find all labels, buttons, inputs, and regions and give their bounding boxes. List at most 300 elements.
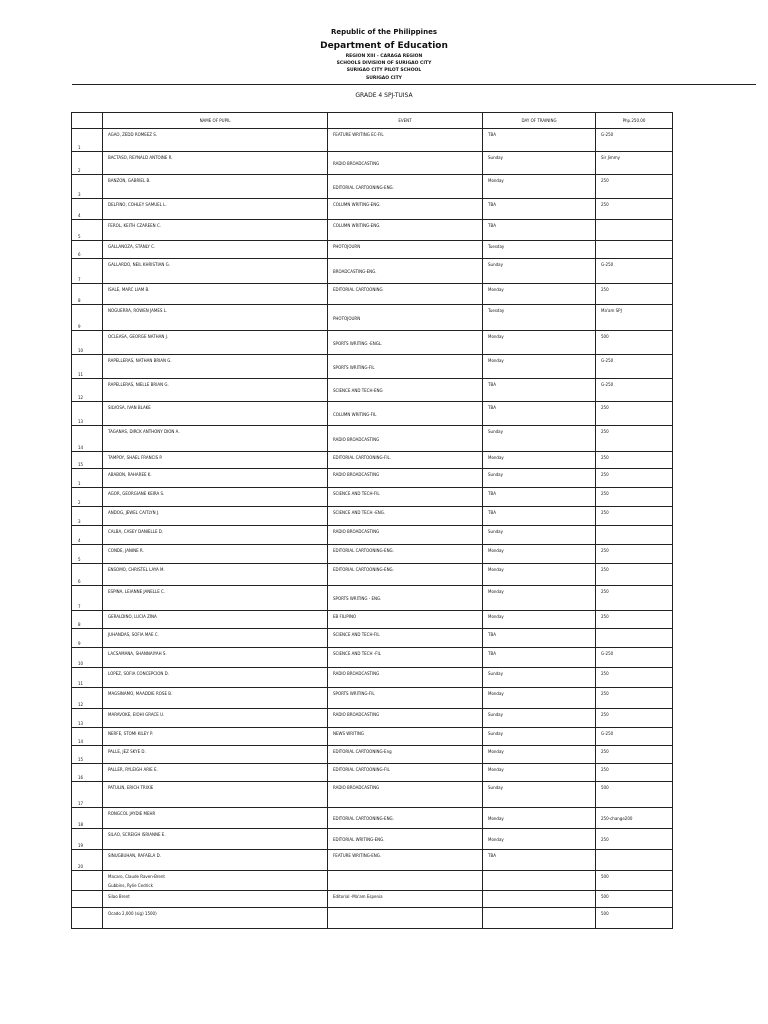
- pupil-name-cell: [103, 284, 328, 305]
- pupil-name-cell: [103, 355, 328, 379]
- pupil-name: CALBA, CASEY DANIELLE D.: [108, 529, 164, 534]
- pay-cell: [596, 507, 673, 526]
- event-name: COLUMN WRITING-ENG.: [333, 202, 381, 207]
- row-number-cell: [72, 564, 103, 586]
- row-number: 10: [78, 348, 84, 353]
- pupil-name: GALLANOZA, STANLY C.: [108, 244, 156, 249]
- pay-cell: [596, 648, 673, 668]
- pay-value: 250: [601, 712, 609, 717]
- day-cell: [483, 152, 596, 175]
- row-number-cell: [72, 782, 103, 808]
- event-name: RADIO BROADCASTING: [333, 436, 380, 442]
- day-cell: [483, 891, 596, 908]
- row-number: 5: [78, 234, 81, 239]
- table-row: [72, 355, 673, 379]
- extra-name: Macaro, Claude Raven-Brent: [108, 874, 165, 879]
- day-cell: [483, 175, 596, 199]
- row-number: 3: [78, 519, 81, 524]
- pupil-name-cell: [103, 426, 328, 452]
- event-name: EDITORIAL CARTOONING-FIL.: [333, 455, 392, 460]
- table-row: [72, 488, 673, 507]
- row-number: 16: [78, 775, 84, 780]
- event-cell: [328, 629, 483, 648]
- row-number: 15: [78, 757, 84, 762]
- event-cell: [328, 175, 483, 199]
- table-row: [72, 764, 673, 782]
- pupil-name: RAPELLERAS, NIELLE BRIAN G.: [108, 382, 169, 387]
- row-number-cell: [72, 220, 103, 241]
- event-name: EDITORIAL CARTOONING-FIL: [333, 767, 390, 772]
- table-row: [72, 545, 673, 564]
- extra-name-cell: [103, 871, 328, 891]
- table-row-extra: [72, 908, 673, 929]
- row-number: 2: [78, 168, 81, 173]
- event-cell: [328, 241, 483, 259]
- pay-value: 250: [601, 429, 609, 434]
- pupil-name-cell: [103, 564, 328, 586]
- table-row: [72, 782, 673, 808]
- department-heading: Department of Education: [320, 41, 448, 51]
- pay-cell: [596, 764, 673, 782]
- event-cell: [328, 469, 483, 488]
- event-cell: [328, 129, 483, 152]
- training-day: TBA: [488, 510, 496, 515]
- pay-value: G-250: [601, 382, 614, 387]
- extra-name: Silao Brent: [108, 894, 130, 899]
- day-cell: [483, 764, 596, 782]
- pupil-name: JUHANDAS, SOFIA MAE C.: [108, 632, 159, 637]
- event-cell: [328, 507, 483, 526]
- event-name: COLUMN WRITING-ENG.: [333, 223, 381, 228]
- table-row: [72, 426, 673, 452]
- table-row: [72, 564, 673, 586]
- row-number-cell: [72, 152, 103, 175]
- row-number: 18: [78, 822, 84, 827]
- pupil-name: MARAVOKE, EIOHI GRACE U.: [108, 712, 165, 717]
- row-number-cell: [72, 259, 103, 284]
- event-cell: [328, 586, 483, 611]
- row-number-cell: [72, 688, 103, 709]
- pay-cell: [596, 331, 673, 355]
- pay-cell: [596, 728, 673, 746]
- day-cell: [483, 586, 596, 611]
- event-cell: [328, 331, 483, 355]
- training-day: Monday: [488, 837, 504, 842]
- training-day: Monday: [488, 455, 504, 460]
- day-cell: [483, 850, 596, 871]
- row-number-cell: [72, 355, 103, 379]
- training-day: Sunday: [488, 529, 503, 534]
- header-event: EVENT: [328, 113, 483, 129]
- training-day: Sunday: [488, 429, 503, 434]
- event-name: RADIO BROADCASTING: [333, 529, 380, 534]
- day-cell: [483, 129, 596, 152]
- table-row: [72, 808, 673, 829]
- row-number-cell: [72, 379, 103, 402]
- table-header-row: [72, 113, 673, 129]
- office-lines: [0, 53, 768, 82]
- pay-cell: [596, 611, 673, 629]
- pay-cell: [596, 175, 673, 199]
- day-cell: [483, 829, 596, 850]
- pay-value: 250: [601, 287, 609, 292]
- day-cell: [483, 241, 596, 259]
- pay-value: 250: [601, 472, 609, 477]
- pay-cell: [596, 402, 673, 426]
- day-cell: [483, 426, 596, 452]
- table-row: [72, 526, 673, 545]
- city-line: SURIGAO CITY: [366, 75, 402, 81]
- pupil-name-cell: [103, 507, 328, 526]
- training-day: Tuesday: [488, 244, 505, 249]
- training-day: Sunday: [488, 671, 503, 676]
- pay-cell: [596, 488, 673, 507]
- row-number: 7: [78, 604, 81, 609]
- event-cell: [328, 152, 483, 175]
- day-cell: [483, 355, 596, 379]
- pay-value: G-250: [601, 358, 614, 363]
- day-cell: [483, 709, 596, 728]
- pupil-name-cell: [103, 526, 328, 545]
- pupil-name-cell: [103, 175, 328, 199]
- event-name: SPORTS WRITING - ENG.: [333, 596, 382, 601]
- pay-value: 250: [601, 567, 609, 572]
- pay-cell: [596, 871, 673, 891]
- event-cell: [328, 355, 483, 379]
- table-row: [72, 611, 673, 629]
- pay-value: 250: [601, 749, 609, 754]
- training-day: Sunday: [488, 262, 503, 267]
- pupil-name: LOPEZ, SOFIA CONCEPCION D.: [108, 671, 170, 676]
- grade-title: GRADE 4 SPJ-TUISA: [355, 92, 413, 99]
- pay-cell: [596, 782, 673, 808]
- pupil-name: AGOR, GEORGIANE KEIRA S.: [108, 491, 165, 496]
- row-number: 4: [78, 538, 81, 543]
- division-line: SCHOOLS DIVISION OF SURIGAO CITY: [336, 61, 432, 67]
- pupil-name: SILAO, SCREIGH ISRIANNE E.: [108, 832, 166, 837]
- event-cell: [328, 488, 483, 507]
- pay-cell: [596, 908, 673, 929]
- pupil-name-cell: [103, 586, 328, 611]
- pay-cell: [596, 469, 673, 488]
- pupil-name: TAMPOY, SHAEL FRANCIS P.: [108, 455, 163, 460]
- row-number-cell: [72, 452, 103, 469]
- table-row: [72, 331, 673, 355]
- event-name: BROADCASTING-ENG.: [333, 269, 377, 274]
- event-cell: [328, 402, 483, 426]
- pupil-name-cell: [103, 199, 328, 220]
- event-cell: [328, 564, 483, 586]
- pay-cell: [596, 709, 673, 728]
- day-cell: [483, 259, 596, 284]
- training-day: Monday: [488, 287, 504, 292]
- event-cell: [328, 220, 483, 241]
- row-number: 12: [78, 702, 84, 707]
- pay-value: 250: [601, 691, 609, 696]
- training-day: Monday: [488, 589, 504, 594]
- row-number: 9: [78, 324, 81, 329]
- extra-pay: 500: [601, 911, 609, 916]
- table-row: [72, 402, 673, 426]
- table-row: [72, 629, 673, 648]
- pay-value: 250: [601, 510, 609, 515]
- event-cell: [328, 871, 483, 891]
- pay-cell: [596, 355, 673, 379]
- day-cell: [483, 782, 596, 808]
- row-number-cell: [72, 284, 103, 305]
- row-number: 17: [78, 801, 84, 806]
- pay-cell: [596, 545, 673, 564]
- training-day: TBA: [488, 202, 496, 207]
- row-number: 8: [78, 298, 81, 303]
- pay-cell: [596, 220, 673, 241]
- pay-value: 250: [601, 548, 609, 553]
- table-row: [72, 668, 673, 688]
- row-number: 1: [78, 481, 81, 486]
- event-name: COLUMN WRITING-FIL: [333, 411, 377, 417]
- training-day: Monday: [488, 614, 504, 619]
- table-row: [72, 469, 673, 488]
- row-number: 11: [78, 681, 84, 686]
- event-name: RADIO BROADCASTING: [333, 785, 380, 790]
- pupil-name-cell: [103, 829, 328, 850]
- pupil-name-cell: [103, 709, 328, 728]
- extra-pay: 500: [601, 894, 609, 899]
- event-name: EDITORIAL CARTOONING-ENG.: [333, 184, 394, 190]
- event-name: EDITORIAL CARTOONING-ENG.: [333, 816, 394, 821]
- pupil-name: LACSAMANA, SHANNAIYAH S.: [108, 651, 167, 656]
- pupil-name-cell: [103, 782, 328, 808]
- day-cell: [483, 629, 596, 648]
- pay-value: G-250: [601, 731, 614, 736]
- day-cell: [483, 728, 596, 746]
- pupil-name: OCLEASA, GEORGE NATHAN J.: [108, 334, 169, 339]
- row-number: 6: [78, 579, 81, 584]
- table-row: [72, 259, 673, 284]
- table-row: [72, 152, 673, 175]
- training-day: TBA: [488, 405, 496, 410]
- pupil-name-cell: [103, 648, 328, 668]
- row-number-cell: [72, 746, 103, 764]
- row-number: 1: [78, 145, 81, 150]
- pupil-name-cell: [103, 688, 328, 709]
- event-cell: [328, 808, 483, 829]
- row-number-cell: [72, 305, 103, 331]
- pupil-name: BACTASO, REYNALD ANTOINE R.: [108, 155, 173, 160]
- pay-value: 250: [601, 178, 609, 183]
- day-cell: [483, 469, 596, 488]
- event-cell: [328, 891, 483, 908]
- row-number: 10: [78, 661, 84, 666]
- pupil-name: PATULIN, ERICH TRIXIE: [108, 785, 154, 790]
- table-row-extra: [72, 871, 673, 891]
- training-day: Monday: [488, 749, 504, 754]
- pay-cell: [596, 152, 673, 175]
- event-name: EDITORIAL CARTOONING-ENG.: [333, 567, 394, 572]
- pupil-name-cell: [103, 152, 328, 175]
- day-cell: [483, 648, 596, 668]
- pupil-name-cell: [103, 746, 328, 764]
- row-number-cell: [72, 808, 103, 829]
- event-cell: [328, 850, 483, 871]
- row-number-cell: [72, 668, 103, 688]
- row-number-cell: [72, 199, 103, 220]
- row-number: 19: [78, 843, 84, 848]
- pupil-name: ENSOMO, CHRISTEL LAYA M.: [108, 567, 165, 572]
- training-day: Sunday: [488, 785, 503, 790]
- training-day: Tuesday: [488, 308, 505, 313]
- pay-cell: [596, 284, 673, 305]
- pupil-name: GERALDINO, LUCIA ZINA: [108, 614, 157, 619]
- pupil-name: RAPELLERAS, NATHAN BRIAN G.: [108, 358, 172, 363]
- pay-cell: [596, 746, 673, 764]
- extra-event: Editorial -Ma'am Espenia: [333, 894, 383, 899]
- training-day: Monday: [488, 548, 504, 553]
- row-number-cell: [72, 871, 103, 891]
- pupil-name-cell: [103, 850, 328, 871]
- pay-value: 250: [601, 589, 609, 594]
- event-cell: [328, 452, 483, 469]
- pupil-name: SILVOSA, IVAN BLAKE: [108, 405, 151, 410]
- day-cell: [483, 402, 596, 426]
- training-day: TBA: [488, 223, 496, 228]
- day-cell: [483, 808, 596, 829]
- pupil-name: ABABON, RAHAREE K.: [108, 472, 152, 477]
- pay-value: 250: [601, 767, 609, 772]
- day-cell: [483, 564, 596, 586]
- training-day: Monday: [488, 567, 504, 572]
- row-number: 14: [78, 445, 84, 450]
- day-cell: [483, 284, 596, 305]
- day-cell: [483, 908, 596, 929]
- pupil-name-cell: [103, 611, 328, 629]
- pupil-name-cell: [103, 129, 328, 152]
- pay-cell: [596, 452, 673, 469]
- pupil-name-cell: [103, 259, 328, 284]
- pay-cell: [596, 629, 673, 648]
- pupil-name-cell: [103, 545, 328, 564]
- pay-value: 250: [601, 671, 609, 676]
- pupil-name: NOGUERRA, ROWEN JAMES L.: [108, 308, 168, 313]
- event-name: SCIENCE AND TECH-FIL: [333, 632, 380, 637]
- pay-cell: [596, 829, 673, 850]
- header-name: NAME OF PUPIL: [103, 113, 328, 129]
- row-number: 11: [78, 372, 84, 377]
- day-cell: [483, 305, 596, 331]
- pupil-name: DELFINO, COHLEY SAMUEL L.: [108, 202, 167, 207]
- table-row: [72, 746, 673, 764]
- pupil-name-cell: [103, 452, 328, 469]
- pay-value: G-250: [601, 651, 614, 656]
- event-name: SCIENCE AND TECH-FIL: [333, 491, 380, 496]
- pupil-table: [71, 112, 673, 929]
- pay-cell: [596, 129, 673, 152]
- header-divider: [72, 84, 756, 85]
- day-cell: [483, 379, 596, 402]
- training-day: Sunday: [488, 472, 503, 477]
- pay-cell: [596, 668, 673, 688]
- event-cell: [328, 764, 483, 782]
- event-cell: [328, 782, 483, 808]
- pay-value: 250-change200: [601, 816, 633, 821]
- pay-cell: [596, 850, 673, 871]
- day-cell: [483, 871, 596, 891]
- event-cell: [328, 746, 483, 764]
- event-cell: [328, 611, 483, 629]
- extra-name-cell: [103, 908, 328, 929]
- event-name: EDITORIAL WRITING-ENG.: [333, 837, 385, 842]
- table-row: [72, 850, 673, 871]
- pay-cell: [596, 259, 673, 284]
- event-name: RADIO BROADCASTING: [333, 161, 380, 166]
- pupil-name-cell: [103, 305, 328, 331]
- row-number-cell: [72, 908, 103, 929]
- pay-cell: [596, 808, 673, 829]
- training-day: Monday: [488, 334, 504, 339]
- table-row: [72, 284, 673, 305]
- pay-value: G-250: [601, 132, 614, 137]
- row-number-cell: [72, 129, 103, 152]
- day-cell: [483, 452, 596, 469]
- pay-value: 250: [601, 455, 609, 460]
- table-row: [72, 220, 673, 241]
- day-cell: [483, 688, 596, 709]
- pupil-name: RONGCOL JAYDIE MEHR: [108, 811, 156, 816]
- pupil-name-cell: [103, 241, 328, 259]
- event-name: PHOTOJOURN: [333, 244, 361, 249]
- row-number-cell: [72, 241, 103, 259]
- row-number: 6: [78, 252, 81, 257]
- pay-value: 500: [601, 334, 609, 339]
- pupil-name-cell: [103, 764, 328, 782]
- training-day: Monday: [488, 691, 504, 696]
- row-number-cell: [72, 709, 103, 728]
- event-cell: [328, 305, 483, 331]
- table-row: [72, 129, 673, 152]
- pay-value: 250: [601, 202, 609, 207]
- pupil-name-cell: [103, 331, 328, 355]
- pupil-name-cell: [103, 469, 328, 488]
- pupil-name-cell: [103, 379, 328, 402]
- row-number-cell: [72, 545, 103, 564]
- pupil-name: GALLARDO, NEIL KHRISTIAN G.: [108, 262, 170, 267]
- day-cell: [483, 611, 596, 629]
- event-cell: [328, 426, 483, 452]
- training-day: Monday: [488, 816, 504, 821]
- header-pay: Php.250.00: [596, 113, 673, 129]
- event-name: EDITORIAL CARTOONING-Eng: [333, 749, 392, 754]
- republic-heading: Republic of the Philippines: [331, 28, 437, 36]
- event-name: SPORTS WRITING -ENGL.: [333, 340, 383, 346]
- pupil-name: AGAO, ZEDD ROMEEZ S.: [108, 132, 158, 137]
- row-number: 15: [78, 462, 84, 467]
- event-name: SCIENCE AND TECH-ENG: [333, 388, 383, 393]
- training-day: TBA: [488, 632, 496, 637]
- pupil-name: BANZON, GABRIEL B.: [108, 178, 151, 183]
- header-number: [72, 113, 103, 129]
- row-number-cell: [72, 507, 103, 526]
- row-number: 20: [78, 864, 84, 869]
- pay-value: Ma'am SPJ: [601, 308, 622, 313]
- event-cell: [328, 545, 483, 564]
- table-row: [72, 728, 673, 746]
- event-name: FEATURE WRITING EC-FIL: [333, 132, 384, 137]
- row-number-cell: [72, 629, 103, 648]
- row-number-cell: [72, 426, 103, 452]
- pay-value: 250: [601, 491, 609, 496]
- table-row: [72, 829, 673, 850]
- pupil-name: PALLER, RYLEIGH ARIE E.: [108, 767, 158, 772]
